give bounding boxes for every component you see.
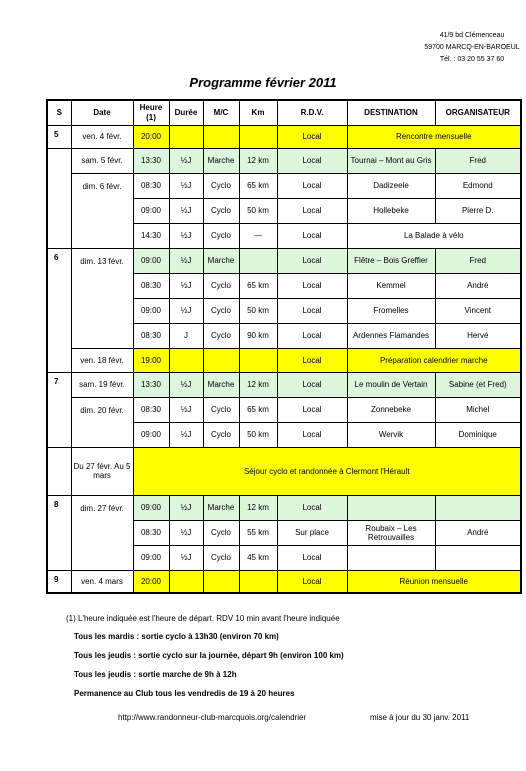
event-cell: Rencontre mensuelle [347, 125, 521, 148]
type-cell: Marche [203, 372, 239, 397]
type-cell: Cyclo [203, 545, 239, 570]
destination-cell: Le moulin de Vertain [347, 372, 435, 397]
table-row [47, 348, 521, 372]
date-cell: Du 27 févr. Au 5 mars [71, 447, 133, 495]
event-cell: Préparation calendrier marche [347, 348, 521, 372]
week-number: 5 [47, 125, 71, 148]
organizer-cell: Dominique [435, 422, 521, 447]
event-cell: La Balade à vélo [347, 223, 521, 248]
destination-cell [347, 495, 435, 520]
date-cell: ven. 4 févr. [71, 125, 133, 148]
program-table [46, 99, 522, 594]
organizer-cell: Michel [435, 397, 521, 422]
type-cell: Cyclo [203, 298, 239, 323]
destination-cell: Fromelles [347, 298, 435, 323]
note-tuesday-cyclo: Tous les mardis : sortie cyclo à 13h30 (environ 70 km) [74, 632, 279, 641]
km-cell: 55 km [239, 520, 277, 545]
club-address [420, 30, 524, 66]
address-line-2: 59700 MARCQ-EN-BAROEUL [424, 44, 520, 51]
rdv-cell: Local [277, 125, 347, 148]
type-cell: Cyclo [203, 422, 239, 447]
rdv-cell: Local [277, 323, 347, 348]
duration-cell: ½J [169, 198, 203, 223]
date-cell: dim. 6 févr. [71, 173, 133, 248]
week-number: 9 [47, 570, 71, 593]
rdv-cell: Local [277, 495, 347, 520]
header-destination: DESTINATION [347, 100, 435, 125]
table-header-row [47, 100, 521, 125]
rdv-cell: Local [277, 273, 347, 298]
destination-cell: Hollebeke [347, 198, 435, 223]
time-cell: 08:30 [133, 173, 169, 198]
header-organisateur: ORGANISATEUR [435, 100, 521, 125]
header-mc: M/C [203, 100, 239, 125]
time-cell: 08:30 [133, 520, 169, 545]
type-cell: Cyclo [203, 223, 239, 248]
stay-event-cell: Séjour cyclo et randonnée à Clermont l'Hérault [133, 447, 521, 495]
time-cell: 09:00 [133, 545, 169, 570]
note-club-hours: Permanence au Club tous les vendredis de 19 à 20 heures [74, 689, 295, 698]
table-row [47, 570, 521, 593]
organizer-cell: Sabine (et Fred) [435, 372, 521, 397]
date-cell: dim. 20 févr. [71, 397, 133, 447]
address-line-3: Tél. : 03 20 55 37 60 [439, 56, 505, 63]
organizer-cell: Pierre D. [435, 198, 521, 223]
page-title: Programme février 2011 [189, 75, 337, 90]
week-number: 6 [47, 248, 71, 372]
duration-cell: ½J [169, 248, 203, 273]
note-thursday-walk: Tous les jeudis : sortie marche de 9h à 12h [74, 670, 237, 679]
km-cell: 65 km [239, 173, 277, 198]
type-cell: Cyclo [203, 273, 239, 298]
duration-cell: ½J [169, 372, 203, 397]
header-date: Date [71, 100, 133, 125]
week-number [47, 447, 71, 495]
time-cell: 13:30 [133, 372, 169, 397]
header-s: S [47, 100, 71, 125]
destination-cell: Ardennes Flamandes [347, 323, 435, 348]
rdv-cell: Local [277, 198, 347, 223]
date-cell: dim. 13 févr. [71, 248, 133, 348]
time-cell: 09:00 [133, 422, 169, 447]
table-row [47, 125, 521, 148]
table-row [47, 173, 521, 198]
rdv-cell: Local [277, 223, 347, 248]
time-cell: 20:00 [133, 570, 169, 593]
rdv-cell: Local [277, 298, 347, 323]
date-cell: ven. 18 févr. [71, 348, 133, 372]
km-cell: 50 km [239, 198, 277, 223]
note-thursday-cyclo: Tous les jeudis : sortie cyclo sur la journée, départ 9h (environ 100 km) [74, 651, 344, 660]
duration-cell: ½J [169, 422, 203, 447]
type-cell: Cyclo [203, 323, 239, 348]
time-cell: 08:30 [133, 397, 169, 422]
date-cell: ven. 4 mars [71, 570, 133, 593]
destination-cell: Zonnebeke [347, 397, 435, 422]
duration-cell: ½J [169, 148, 203, 173]
rdv-cell: Sur place [277, 520, 347, 545]
footnote: (1) L'heure indiquée est l'heure de départ. RDV 10 min avant l'heure indiquée [66, 614, 340, 623]
type-cell: Cyclo [203, 198, 239, 223]
duration-cell: ½J [169, 520, 203, 545]
time-cell: 14:30 [133, 223, 169, 248]
km-cell: — [239, 223, 277, 248]
organizer-cell [435, 545, 521, 570]
organizer-cell: Fred [435, 148, 521, 173]
table-row [47, 397, 521, 422]
duration-cell: ½J [169, 273, 203, 298]
km-cell [239, 248, 277, 273]
duration-cell: ½J [169, 298, 203, 323]
duration-cell: ½J [169, 397, 203, 422]
type-cell: Marche [203, 495, 239, 520]
table-row [47, 372, 521, 397]
time-cell: 13:30 [133, 148, 169, 173]
destination-cell: Flêtre – Bois Greffier [347, 248, 435, 273]
rdv-cell: Local [277, 570, 347, 593]
time-cell: 09:00 [133, 495, 169, 520]
time-cell: 08:30 [133, 273, 169, 298]
rdv-cell: Local [277, 545, 347, 570]
week-number: 7 [47, 372, 71, 447]
rdv-cell: Local [277, 348, 347, 372]
time-cell: 09:00 [133, 198, 169, 223]
destination-cell: Dadizeele [347, 173, 435, 198]
destination-cell [347, 545, 435, 570]
organizer-cell [435, 495, 521, 520]
header-duree: Durée [169, 100, 203, 125]
table-row [47, 495, 521, 520]
header-km: Km [239, 100, 277, 125]
rdv-cell: Local [277, 148, 347, 173]
duration-cell: J [169, 323, 203, 348]
km-cell: 50 km [239, 298, 277, 323]
organizer-cell: Hervé [435, 323, 521, 348]
time-cell: 09:00 [133, 298, 169, 323]
rdv-cell: Local [277, 173, 347, 198]
duration-cell: ½J [169, 545, 203, 570]
duration-cell: ½J [169, 223, 203, 248]
header-rdv: R.D.V. [277, 100, 347, 125]
update-date: mise à jour du 30 janv. 2011 [370, 713, 470, 722]
km-cell: 65 km [239, 397, 277, 422]
km-cell: 12 km [239, 495, 277, 520]
week-number: 8 [47, 495, 71, 570]
km-cell: 90 km [239, 323, 277, 348]
km-cell: 12 km [239, 148, 277, 173]
type-cell: Cyclo [203, 520, 239, 545]
destination-cell: Wervik [347, 422, 435, 447]
km-cell: 45 km [239, 545, 277, 570]
rdv-cell: Local [277, 397, 347, 422]
time-cell: 09:00 [133, 248, 169, 273]
type-cell: Marche [203, 248, 239, 273]
header-heure: Heure (1) [133, 100, 169, 125]
organizer-cell: André [435, 520, 521, 545]
calendar-link[interactable]: http://www.randonneur-club-marcquois.org/calendrier [118, 713, 307, 722]
address-line-1: 41/9 bd Clémenceau [439, 32, 505, 39]
date-cell: dim. 27 févr. [71, 495, 133, 570]
type-cell: Marche [203, 148, 239, 173]
type-cell: Cyclo [203, 397, 239, 422]
destination-cell: Roubaix – Les Retrouvailles [347, 520, 435, 545]
rdv-cell: Local [277, 372, 347, 397]
rdv-cell: Local [277, 248, 347, 273]
table-row [47, 148, 521, 173]
table-row [47, 447, 521, 495]
table-row [47, 248, 521, 273]
time-cell: 20:00 [133, 125, 169, 148]
organizer-cell: André [435, 273, 521, 298]
duration-cell: ½J [169, 495, 203, 520]
date-cell: sam. 5 févr. [71, 148, 133, 173]
date-cell: sam. 19 févr. [71, 372, 133, 397]
organizer-cell: Edmond [435, 173, 521, 198]
type-cell: Cyclo [203, 173, 239, 198]
destination-cell: Kemmel [347, 273, 435, 298]
destination-cell: Tournai – Mont au Gris [347, 148, 435, 173]
time-cell: 19:00 [133, 348, 169, 372]
km-cell: 65 km [239, 273, 277, 298]
event-cell: Réunion mensuelle [347, 570, 521, 593]
time-cell: 08:30 [133, 323, 169, 348]
week-number [47, 148, 71, 248]
km-cell: 50 km [239, 422, 277, 447]
organizer-cell: Fred [435, 248, 521, 273]
duration-cell: ½J [169, 173, 203, 198]
rdv-cell: Local [277, 422, 347, 447]
organizer-cell: Vincent [435, 298, 521, 323]
km-cell: 12 km [239, 372, 277, 397]
